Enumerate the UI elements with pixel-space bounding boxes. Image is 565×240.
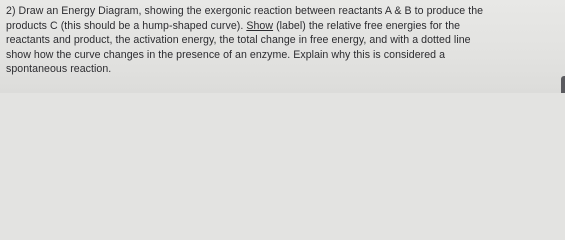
question-line-1: 2) Draw an Energy Diagram, showing the exergonic reaction between reactants A & B to produce the xyxy=(6,5,484,17)
page-edge-mark xyxy=(561,76,565,93)
question-line-4: show how the curve changes in the presence of an enzyme. Explain why this is considered a xyxy=(6,48,446,61)
question-line-3: reactants and product, the activation energy, the total change in free energy, and with a dotted line xyxy=(6,34,471,47)
question-line-2-end: (label) the relative free energies for the xyxy=(276,19,461,32)
show-underlined-word: Show xyxy=(246,19,274,32)
question-line-2-start: products C (this should be a hump-shaped curve). xyxy=(6,19,244,32)
question-line-2 xyxy=(6,19,562,34)
document-page xyxy=(0,0,565,93)
question-line-5: spontaneous reaction. xyxy=(6,63,112,76)
question-2-text xyxy=(6,4,562,77)
